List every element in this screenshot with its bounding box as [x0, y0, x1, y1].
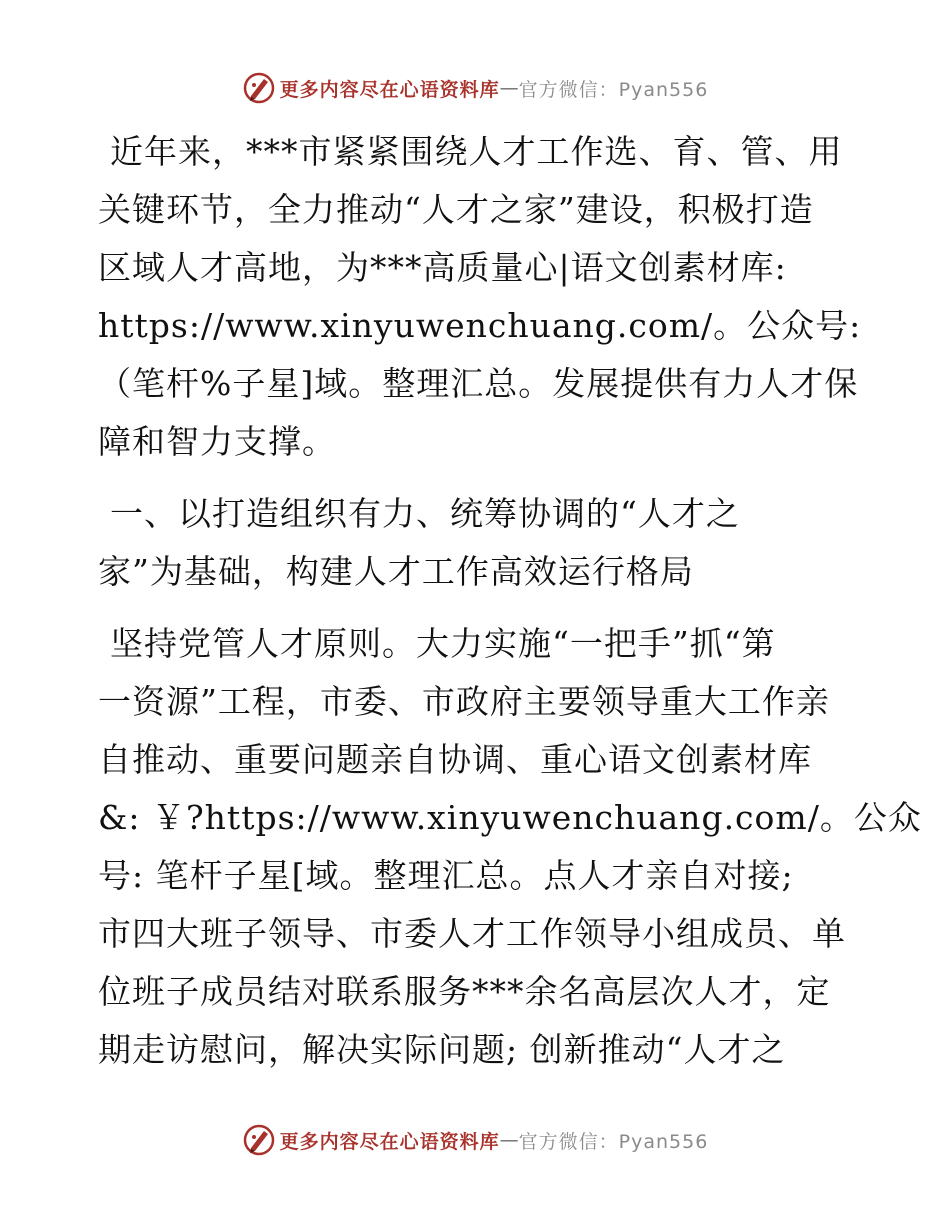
text-line: 坚持党管人才原则。大力实施“一把手”抓“第	[110, 624, 776, 663]
banner-dash: —	[499, 1129, 519, 1151]
banner-dash: —	[499, 77, 519, 99]
text-line: （笔杆%子星]域。整理汇总。发展提供有力人才保	[98, 364, 859, 403]
text-line: &: ￥?https://www.xinyuwenchuang.com/。公众	[98, 798, 922, 837]
text-line: 市四大班子领导、市委人才工作领导小组成员、单	[98, 914, 846, 953]
text-line: https://www.xinyuwenchuang.com/。公众号:	[98, 306, 862, 345]
paragraph-body	[98, 615, 922, 1079]
text-line: 位班子成员结对联系服务***余名高层次人才，定	[98, 972, 831, 1011]
pen-logo-icon	[242, 71, 276, 105]
footer-banner	[0, 1120, 950, 1160]
banner-main-text: 更多内容尽在心语资料库	[279, 1130, 500, 1153]
text-line: 区域人才高地，为***高质量心|语文创素材库:	[98, 248, 787, 287]
banner-sub-text: 官方微信：Pyan556	[518, 1130, 709, 1153]
text-line: 近年来，***市紧紧围绕人才工作选、育、管、用	[110, 132, 843, 171]
section-heading	[98, 485, 858, 601]
text-line: 关键环节，全力推动“人才之家”建设，积极打造	[98, 190, 814, 229]
text-line: 自推动、重要问题亲自协调、重心语文创素材库	[98, 740, 812, 779]
banner-main-text: 更多内容尽在心语资料库	[279, 78, 500, 101]
text-line: 一资源”工程，市委、市政府主要领导重大工作亲	[98, 682, 830, 721]
document-body	[98, 123, 922, 1079]
pen-logo-icon	[242, 1123, 276, 1157]
paragraph-intro	[98, 123, 862, 471]
text-line: 一、以打造组织有力、统筹协调的“人才之	[110, 494, 740, 533]
header-banner	[0, 68, 950, 108]
text-line: 号: 笔杆子星[域。整理汇总。点人才亲自对接;	[98, 856, 794, 895]
text-line: 障和智力支撑。	[98, 422, 336, 461]
text-line: 期走访慰问，解决实际问题; 创新推动“人才之	[98, 1030, 786, 1069]
text-line: 家”为基础，构建人才工作高效运行格局	[98, 552, 694, 591]
banner-sub-text: 官方微信：Pyan556	[518, 78, 709, 101]
